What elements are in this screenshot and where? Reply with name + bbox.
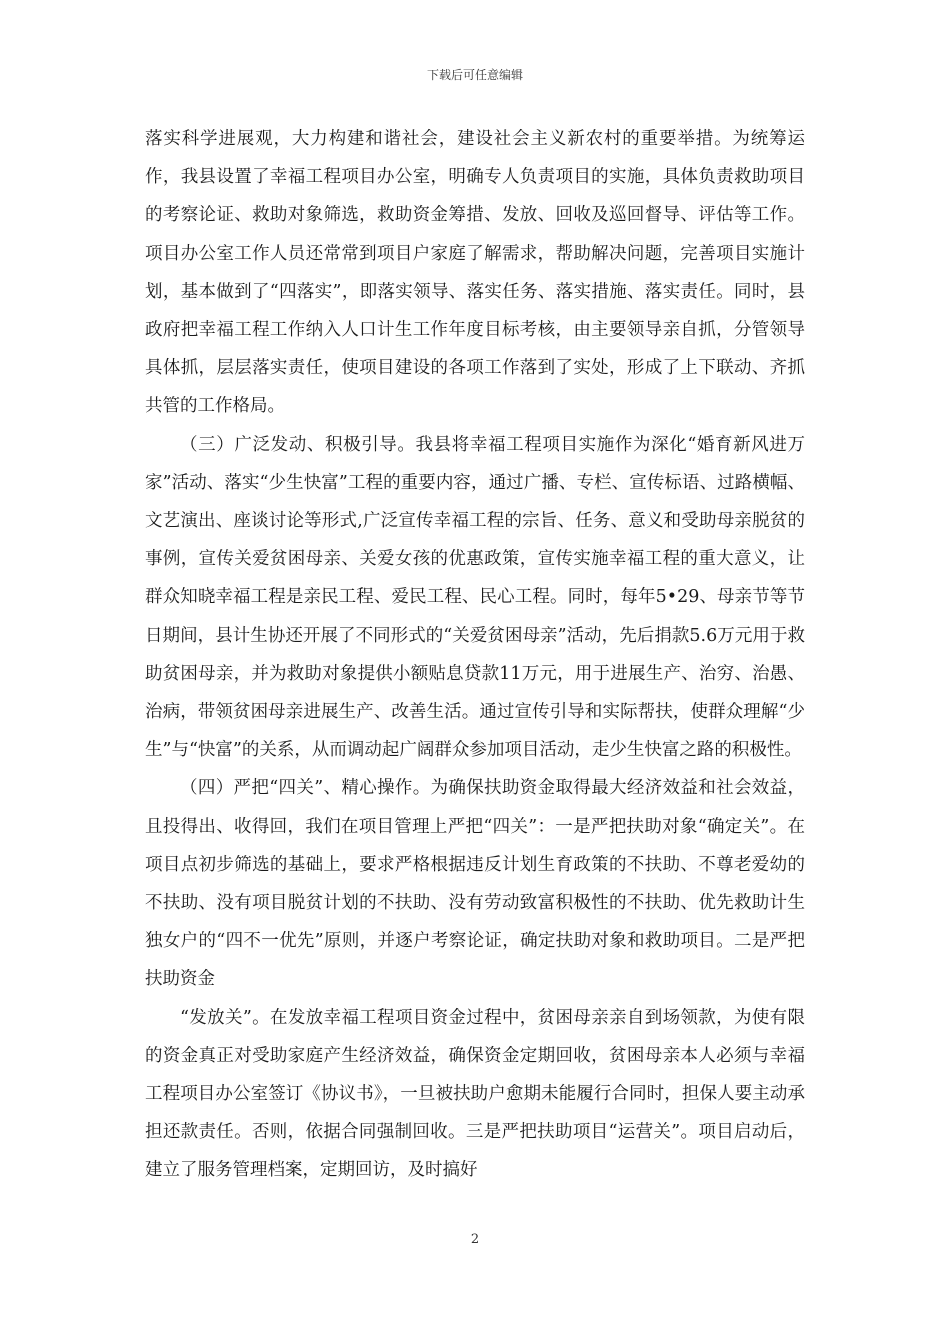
paragraph-section-4: （四）严把“四关”、精心操作。为确保扶助资金取得最大经济效益和社会效益，且投得出、收得回，我们在项目管理上严把“四关”：一是严把扶助对象“确定关”。在项目点初步筛选的基础上，要求严格根据违反计划生育政策的不扶助、不尊老爱幼的不扶助、没有项目脱贫计划的不扶助、没有劳动致富积极性的不扶助、优先救助计生独女户的“四不一优先”原则，并逐户考察论证，确定扶助对象和救助项目。二是严把扶助资金 [145,778,805,990]
page-header: 下载后可任意编辑 [426,68,523,82]
page-number: 2 [470,1232,480,1247]
paragraph-continuation: 落实科学进展观，大力构建和谐社会，建设社会主义新农村的重要举措。为统筹运作，我县设置了幸福工程项目办公室，明确专人负责项目的实施，具体负责救助项目的考察论证、救助对象筛选，救助资金筹措、发放、回收及巡回督导、评估等工作。项目办公室工作人员还常常到项目户家庭了解需求，帮助解决问题，完善项目实施计划，基本做到了“四落实”，即落实领导、落实任务、落实措施、落实责任。同时，县政府把幸福工程工作纳入人口计生工作年度目标考核，由主要领导亲自抓，分管领导具体抓，层层落实责任，使项目建设的各项工作落到了实处，形成了上下联动、齐抓共管的工作格局。 [145,129,805,417]
paragraph-release-check: “发放关”。在发放幸福工程项目资金过程中，贫困母亲亲自到场领款，为使有限的资金真正对受助家庭产生经济效益，确保资金定期回收，贫困母亲本人必须与幸福工程项目办公室签订《协议书》，一旦被扶助户愈期未能履行合同时，担保人要主动承担还款责任。否则，依据合同强制回收。三是严把扶助项目“运营关”。项目启动后，建立了服务管理档案，定期回访，及时搞好 [145,1007,805,1181]
paragraph-section-3: （三）广泛发动、积极引导。我县将幸福工程项目实施作为深化“婚育新风进万家”活动、落实“少生快富”工程的重要内容，通过广播、专栏、宣传标语、过路横幅、文艺演出、座谈讨论等形式,广泛宣传幸福工程的宗旨、任务、意义和受助母亲脱贫的事例，宣传关爱贫困母亲、关爱女孩的优惠政策，宣传实施幸福工程的重大意义，让群众知晓幸福工程是亲民工程、爱民工程、民心工程。同时，每年5•29、母亲节等节日期间，县计生协还开展了不同形式的“关爱贫困母亲”活动，先后捐款5.6万元用于救助贫困母亲，并为救助对象提供小额贴息贷款11万元，用于进展生产、治穷、治愚、治病，带领贫困母亲进展生产、改善生活。通过宣传引导和实际帮扶，使群众理解“少生”与“快富”的关系，从而调动起广阔群众参加项目活动，走少生快富之路的积极性。 [145,434,805,761]
document-body [145,120,805,1190]
